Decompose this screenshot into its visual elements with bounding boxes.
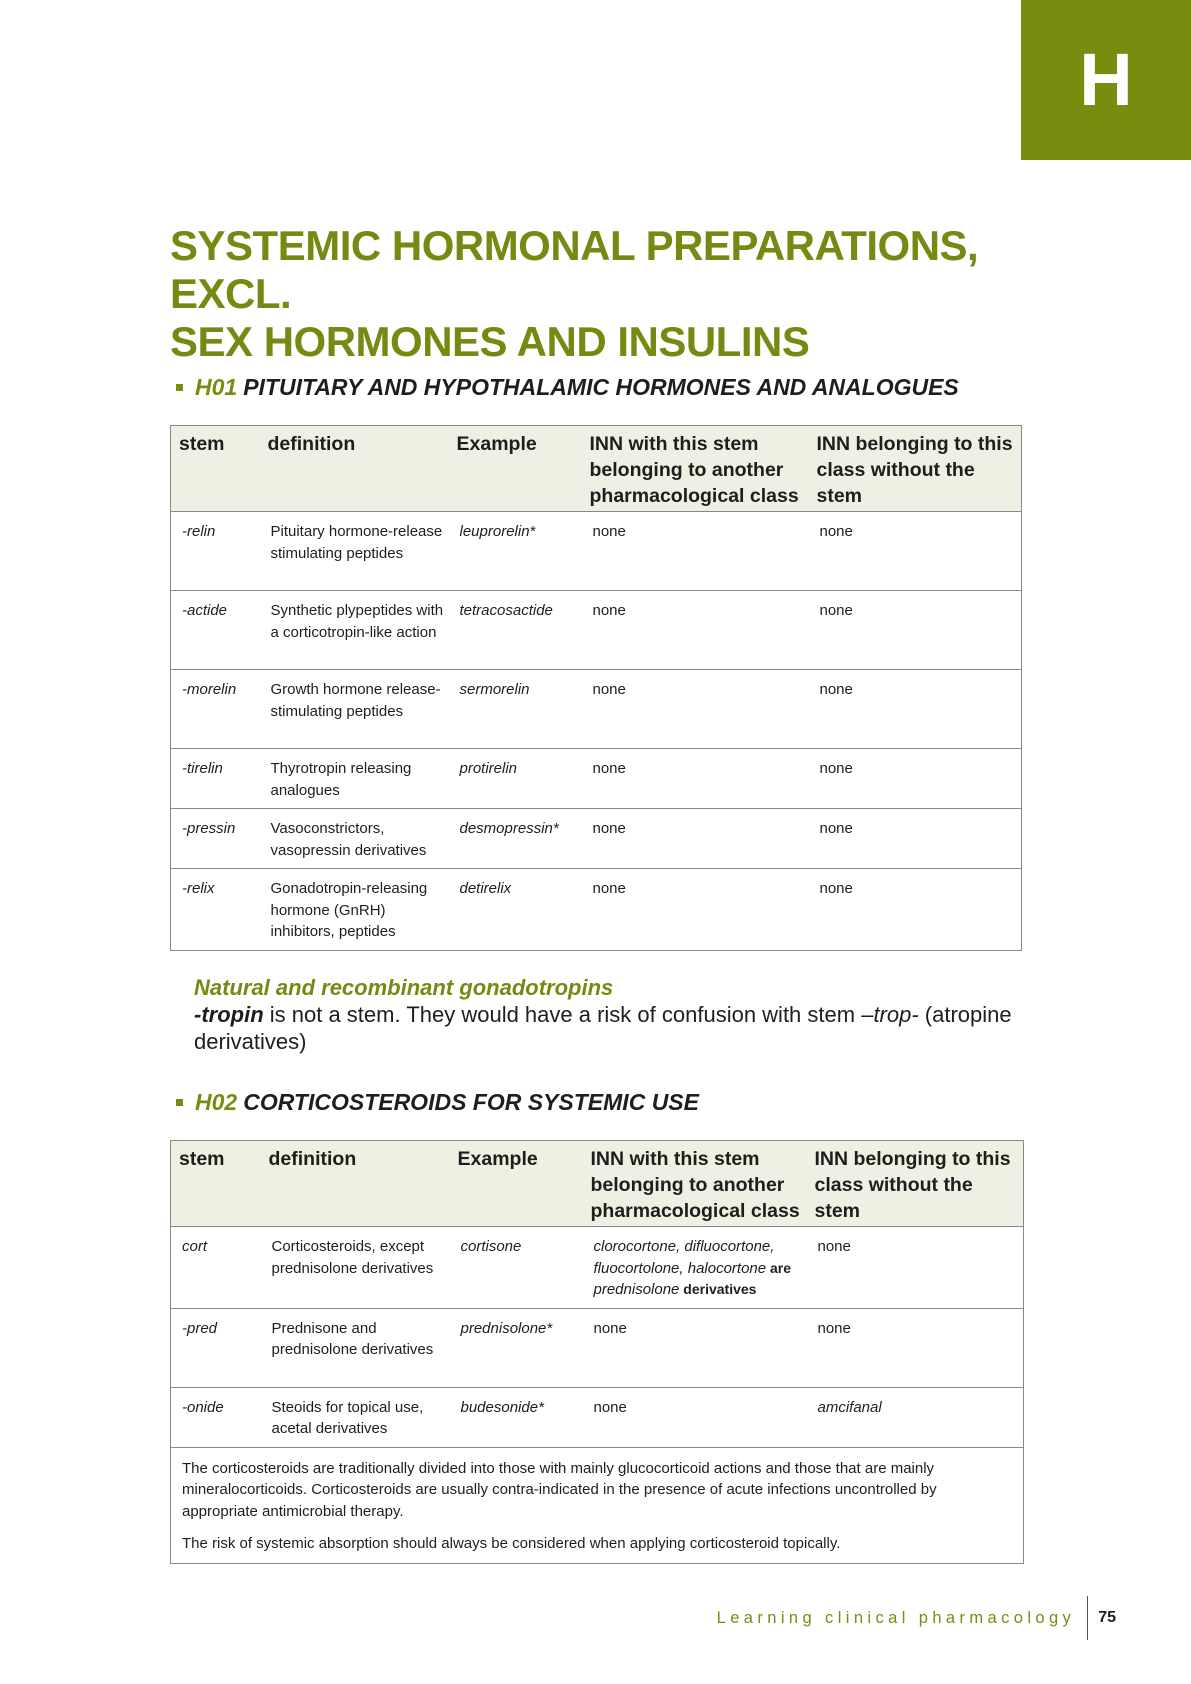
h02-stem-table: [170, 1140, 1024, 1564]
gonadotropins-text-a: is not a stem. They would have a risk of confusion with stem: [263, 1002, 862, 1027]
stem-cell: -morelin: [171, 670, 260, 749]
page-title-line-1: SYSTEMIC HORMONAL PREPARATIONS, EXCL.: [170, 222, 979, 317]
stem-cell: -actide: [171, 591, 260, 670]
without-stem-cell: none: [807, 1308, 1024, 1387]
definition-cell: Thyrotropin releasing analogues: [260, 749, 449, 809]
other-class-cell: none: [582, 749, 809, 809]
example-cell: detirelix: [449, 869, 582, 951]
bullet-square-icon: [176, 1099, 183, 1106]
other-class-deriv: prednisolone: [593, 1281, 680, 1298]
stem-cell: -tirelin: [171, 749, 260, 809]
example-cell: cortisone: [450, 1227, 583, 1309]
definition-cell: Steoids for topical use, acetal derivatives: [261, 1387, 450, 1447]
other-class-cell: none: [583, 1308, 807, 1387]
gonadotropins-note: [194, 974, 1034, 1055]
gonadotropins-heading: Natural and recombinant gonadotropins: [194, 975, 614, 1000]
other-class-names: clorocortone, difluocortone, fluocortolone, halocortone: [593, 1238, 775, 1277]
section-heading-h02: [176, 1089, 699, 1116]
section-code: H01: [195, 374, 238, 400]
definition-cell: Gonadotropin-releasing hormone (GnRH) inhibitors, peptides: [260, 869, 449, 951]
without-stem-cell: none: [809, 749, 1022, 809]
gonadotropins-text-b: (atropine derivatives): [194, 1002, 1012, 1054]
h01-stem-table: [170, 425, 1022, 951]
table-row: [171, 869, 1022, 951]
table-row: [171, 591, 1022, 670]
example-cell: leuprorelin*: [449, 512, 582, 591]
without-stem-cell: none: [809, 512, 1022, 591]
without-stem-cell: none: [807, 1227, 1024, 1309]
footer-brand: Learning clinical pharmacology: [716, 1608, 1076, 1627]
header-without-stem: INN belonging to this class without the stem: [809, 426, 1022, 512]
table-row: [171, 749, 1022, 809]
definition-cell: Growth hormone release-stimulating peptides: [260, 670, 449, 749]
page-title: [170, 222, 1070, 366]
header-without-stem: INN belonging to this class without the stem: [807, 1141, 1024, 1227]
note-paragraph: The corticosteroids are traditionally divided into those with mainly glucocorticoid actions and those that are mainly mineralocorticoids. Corticosteroids are usually contra-indicated in the presence of acute infections uncontrolled by appropriate antimicrobial therapy.: [182, 1459, 937, 1520]
table-row: [171, 1308, 1024, 1387]
header-definition: definition: [261, 1141, 450, 1227]
bullet-square-icon: [176, 384, 183, 391]
note-paragraph: The risk of systemic absorption should always be considered when applying corticosteroid topically.: [182, 1535, 841, 1552]
table-header-row: [171, 426, 1022, 512]
table-row: [171, 670, 1022, 749]
section-title: PITUITARY AND HYPOTHALAMIC HORMONES AND ANALOGUES: [243, 374, 959, 400]
definition-cell: Pituitary hormone-release stimulating peptides: [260, 512, 449, 591]
example-cell: tetracosactide: [449, 591, 582, 670]
table-row: [171, 1227, 1024, 1309]
other-class-cell: none: [582, 591, 809, 670]
other-class-cell: [583, 1227, 807, 1309]
other-class-cell: none: [582, 670, 809, 749]
without-stem-cell: amcifanal: [807, 1387, 1024, 1447]
page-number: 75: [1098, 1609, 1116, 1626]
stem-cell: cort: [171, 1227, 261, 1309]
section-title: CORTICOSTEROIDS FOR SYSTEMIC USE: [243, 1089, 699, 1115]
page-title-line-2: SEX HORMONES AND INSULINS: [170, 318, 810, 365]
tropin-stem: -tropin: [194, 1002, 264, 1027]
without-stem-cell: none: [809, 670, 1022, 749]
header-other-class: INN with this stem belonging to another pharmacological class: [582, 426, 809, 512]
example-cell: desmopressin*: [449, 809, 582, 869]
table-row: [171, 512, 1022, 591]
stem-cell: -relix: [171, 869, 260, 951]
stem-cell: -pred: [171, 1308, 261, 1387]
chapter-tab: H: [1021, 0, 1191, 160]
example-cell: sermorelin: [449, 670, 582, 749]
other-class-cell: none: [583, 1387, 807, 1447]
notes-cell: [171, 1447, 1024, 1563]
definition-cell: Vasoconstrictors, vasopressin derivatives: [260, 809, 449, 869]
section-heading-h01: [176, 374, 959, 401]
header-other-class: INN with this stem belonging to another pharmacological class: [583, 1141, 807, 1227]
header-stem: stem: [171, 1141, 261, 1227]
other-class-cell: none: [582, 869, 809, 951]
table-row: [171, 1387, 1024, 1447]
section-code: H02: [195, 1089, 238, 1115]
without-stem-cell: none: [809, 869, 1022, 951]
trop-stem-ref: –trop-: [861, 1002, 919, 1027]
header-stem: stem: [171, 426, 260, 512]
header-definition: definition: [260, 426, 449, 512]
definition-cell: Synthetic plypeptides with a corticotropin-like action: [260, 591, 449, 670]
other-class-are: are: [766, 1259, 792, 1276]
other-class-cell: none: [582, 512, 809, 591]
other-class-cell: none: [582, 809, 809, 869]
stem-cell: -pressin: [171, 809, 260, 869]
without-stem-cell: none: [809, 591, 1022, 670]
without-stem-cell: none: [809, 809, 1022, 869]
table-header-row: [171, 1141, 1024, 1227]
gonadotropins-text: [194, 1001, 1034, 1055]
example-cell: prednisolone*: [450, 1308, 583, 1387]
other-class-tail: derivatives: [679, 1281, 757, 1297]
definition-cell: Prednisone and prednisolone derivatives: [261, 1308, 450, 1387]
example-cell: protirelin: [449, 749, 582, 809]
definition-cell: Corticosteroids, except prednisolone derivatives: [261, 1227, 450, 1309]
footer-divider: [1087, 1596, 1088, 1640]
stem-cell: -relin: [171, 512, 260, 591]
table-row: [171, 809, 1022, 869]
example-cell: budesonide*: [450, 1387, 583, 1447]
stem-cell: -onide: [171, 1387, 261, 1447]
page-footer: [717, 1596, 1116, 1640]
header-example: Example: [450, 1141, 583, 1227]
notes-row: [171, 1447, 1024, 1563]
header-example: Example: [449, 426, 582, 512]
